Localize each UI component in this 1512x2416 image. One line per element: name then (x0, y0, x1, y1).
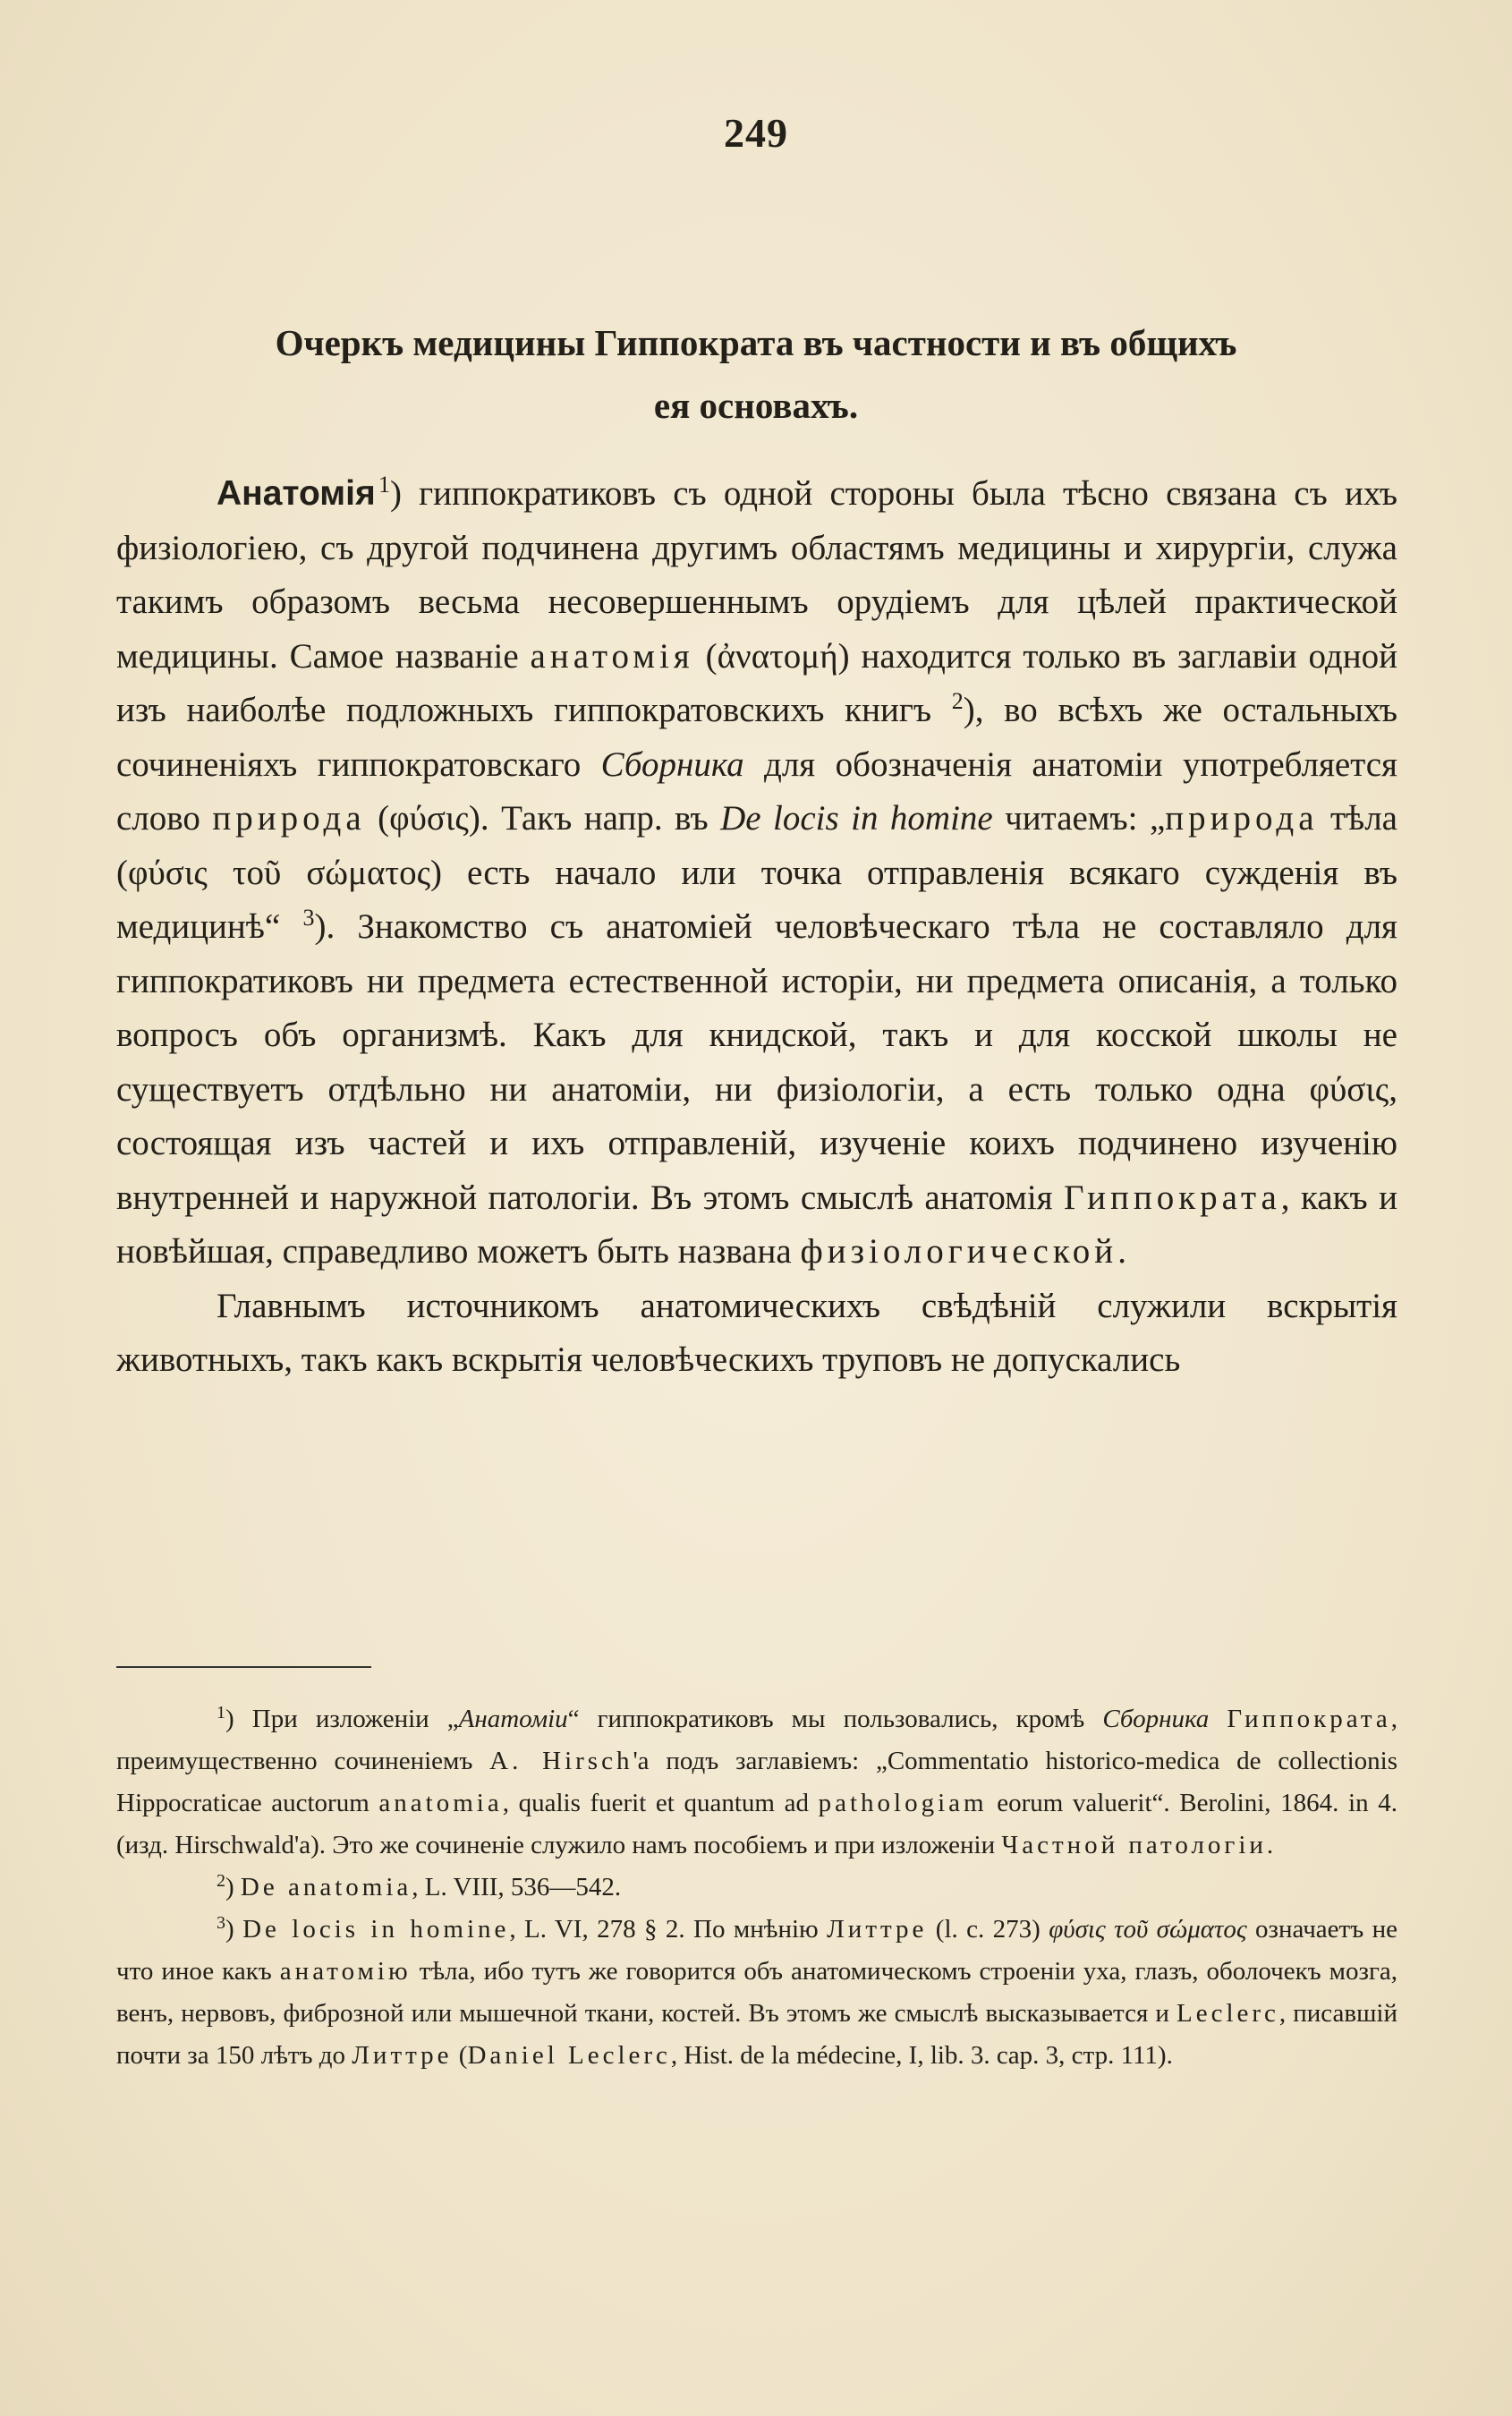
footnotes (116, 1698, 1397, 2077)
spaced-term: анатомію (279, 1957, 412, 1986)
footnote-1 (116, 1698, 1397, 1867)
spaced-term: Частной патологіи (1001, 1831, 1267, 1859)
page-number: 249 (724, 110, 788, 156)
text-run: , L. VI, 278 § 2. По мнѣнію (509, 1915, 828, 1944)
footnote-ref-3[interactable]: 3 (302, 905, 315, 931)
italic-term: Анатоміи (458, 1705, 568, 1733)
text-run: (φύσις). Такъ напр. въ (365, 799, 721, 838)
footnote-3 (116, 1909, 1397, 2077)
text-run (1209, 1705, 1227, 1733)
text-run: , L. VIII, 536—542. (412, 1873, 622, 1901)
italic-title: De locis in homine (720, 799, 993, 838)
text-run: “ гиппократиковъ мы пользовались, кромѣ (567, 1705, 1103, 1733)
footnote-divider (116, 1666, 371, 1668)
text-run: ). Знакомство съ анатоміей человѣческаго тѣла не составляло для гиппократиковъ ни предмета естественной исторіи, ни предмета описанія, а только вопросъ объ организмѣ. Какъ для книдской, такъ и для косской школы не существуетъ отдѣльно ни анатоміи, ни физіологіи, а есть только одна φύσις, состоящая изъ частей и ихъ отправленій, изученіе коихъ подчинено изученію внутренней и наружной патологіи. Въ этомъ смыслѣ анатомія (116, 907, 1397, 1217)
spaced-title: De anatomia (240, 1873, 412, 1901)
text-run: (ἀνατομή) находится только въ заглавіи одной изъ наиболѣе подложныхъ гиппократовскихъ книгъ (116, 636, 1397, 729)
spaced-name: Leclerc (1176, 1999, 1279, 2028)
text-run: для обозначенія анатоміи употребляется слово (116, 744, 1397, 838)
spaced-term: анатомія (530, 636, 694, 676)
text-run: . (1266, 1831, 1274, 1859)
text-run: ) (225, 1873, 241, 1901)
text-run: читаемъ: „ (992, 799, 1166, 838)
text-run: , писавшій почти за 150 лѣтъ до (116, 1999, 1397, 2070)
spaced-name: А. Hirsch (489, 1747, 633, 1775)
spaced-term: Гиппократа (1227, 1705, 1391, 1733)
spaced-term: pathologiam (818, 1789, 988, 1817)
paragraph-2: Главнымъ источникомъ анатомическихъ свѣдѣній служили вскрытія животныхъ, такъ какъ вскрытія человѣческихъ труповъ не допускались (116, 1286, 1397, 1379)
footnote-ref-2[interactable]: 2 (951, 688, 964, 714)
chapter-title-line-2: ея основахъ. (653, 385, 859, 426)
footnote-marker: 2 (217, 1871, 225, 1891)
spaced-title: De locis in homine (242, 1915, 510, 1944)
text-run: eorum valuerit“. Berolini, 1864. in 4. (изд. Hirschwald'а). Это же сочиненіе служило намъ пособіемъ и при изложеніи (116, 1789, 1397, 1859)
footnote-marker: 3 (217, 1913, 225, 1933)
text-run: тѣла, ибо тутъ же говорится объ анатомическомъ строеніи уха, глазъ, оболочекъ мозга, венъ, нервовъ, фиброзной или мышечной ткани, костей. Въ этомъ же смыслѣ высказывается и (116, 1957, 1397, 2028)
spaced-term: природа (1165, 799, 1319, 838)
spaced-name: Литтре (827, 1915, 928, 1944)
text-run: ), во всѣхъ же остальныхъ сочиненіяхъ гиппократовскаго (116, 691, 1398, 784)
paragraph-1: Анатомія $^1$) гиппократиковъ съ одной стороны была тѣсно связана съ ихъ физіологіею, съ другой подчинена другимъ областямъ медицины и хирургіи, служа такимъ образомъ весьма несовершеннымъ орудіемъ для цѣлей практической медицины. Самое названіе анатомія (ἀνατομή) находится только въ заглавіи одной изъ наиболѣе подложныхъ гиппократовскихъ книгъ $^2$), во всѣхъ же остальныхъ сочиненіяхъ гиппократовскаго Сборника для обозначенія анатоміи употребляется слово природа (φύσις). Такъ напр. въ De locis in homine читаемъ: „природа тѣла (φύσις τοῦ σώματος) есть начало или точка отправленія всякаго сужденія въ медицинѣ“ $^3$). Знакомство съ анатоміей человѣческаго тѣла не составляло для гиппократиковъ ни предмета естественной исторіи, ни предмета описанія, а только вопросъ объ организмѣ. Какъ для книдской, такъ и для косской школы не существуетъ отдѣльно ни анатоміи, ни физіологіи, а есть только одна φύσις, состоящая изъ частей и ихъ отправленій, изученіе коихъ подчинено изученію внутренней и наружной патологіи. Въ этомъ смыслѣ анатомія Гиппократа, какъ и новѣйшая, справедливо можетъ быть названа физіологической. (116, 472, 1398, 1271)
spaced-term: физіологической (800, 1232, 1118, 1271)
text-run: гиппократиковъ съ одной стороны была тѣсно связана съ ихъ физіологіею, съ другой подчинена другимъ областямъ медицины и хирургіи, служа такимъ образомъ весьма несовершеннымъ орудіемъ для цѣлей практической медицины. Самое названіе (116, 474, 1397, 676)
footnote-2 (116, 1867, 1397, 1909)
text-run: , какъ и новѣйшая, справедливо можетъ быть названа (116, 1178, 1397, 1271)
text-run: , Hist. de la médecine, I, lib. 3. cap. 3, стр. 111). (670, 2041, 1173, 2070)
spaced-name: Daniel Leclerc (467, 2041, 671, 2070)
italic-term: Сборника (600, 744, 744, 784)
text-run: 'а подъ заглавіемъ: „Commentatio historico-medica de collectionis Hippocraticae auctorum (116, 1747, 1397, 1817)
text-run: ) (225, 1915, 243, 1944)
spaced-name: Литтре (352, 2041, 453, 2070)
chapter-title (116, 311, 1396, 437)
spaced-term: Гиппократа (1064, 1178, 1281, 1217)
text-run: , преимущественно сочиненіемъ (116, 1705, 1398, 1775)
text-run: (l. c. 273) (927, 1915, 1049, 1944)
spaced-term: anatomia (378, 1789, 503, 1817)
footnote-ref-1[interactable]: 1 (378, 472, 391, 498)
text-run: тѣла (φύσις τοῦ σώματος) есть начало или точка отправленія всякаго сужденія въ медицинѣ“ (116, 799, 1397, 946)
text-run: ) При изложеніи „ (225, 1705, 459, 1733)
text-run: , qualis fuerit et quantum ad (502, 1789, 819, 1817)
text-run: означаетъ не что иное какъ (116, 1915, 1398, 1986)
footnote-marker: 1 (217, 1703, 225, 1723)
lead-word: Анатомія (217, 474, 376, 513)
main-text (116, 467, 1397, 1388)
chapter-title-line-1: Очеркъ медицины Гиппократа въ частности и въ общихъ (275, 322, 1237, 363)
spaced-term: природа (212, 799, 366, 838)
text-run: ( (452, 2041, 468, 2070)
text-run: . (1117, 1232, 1126, 1271)
greek-italic: φύσις τοῦ σώματος (1049, 1915, 1247, 1944)
italic-term: Сборника (1102, 1705, 1210, 1733)
